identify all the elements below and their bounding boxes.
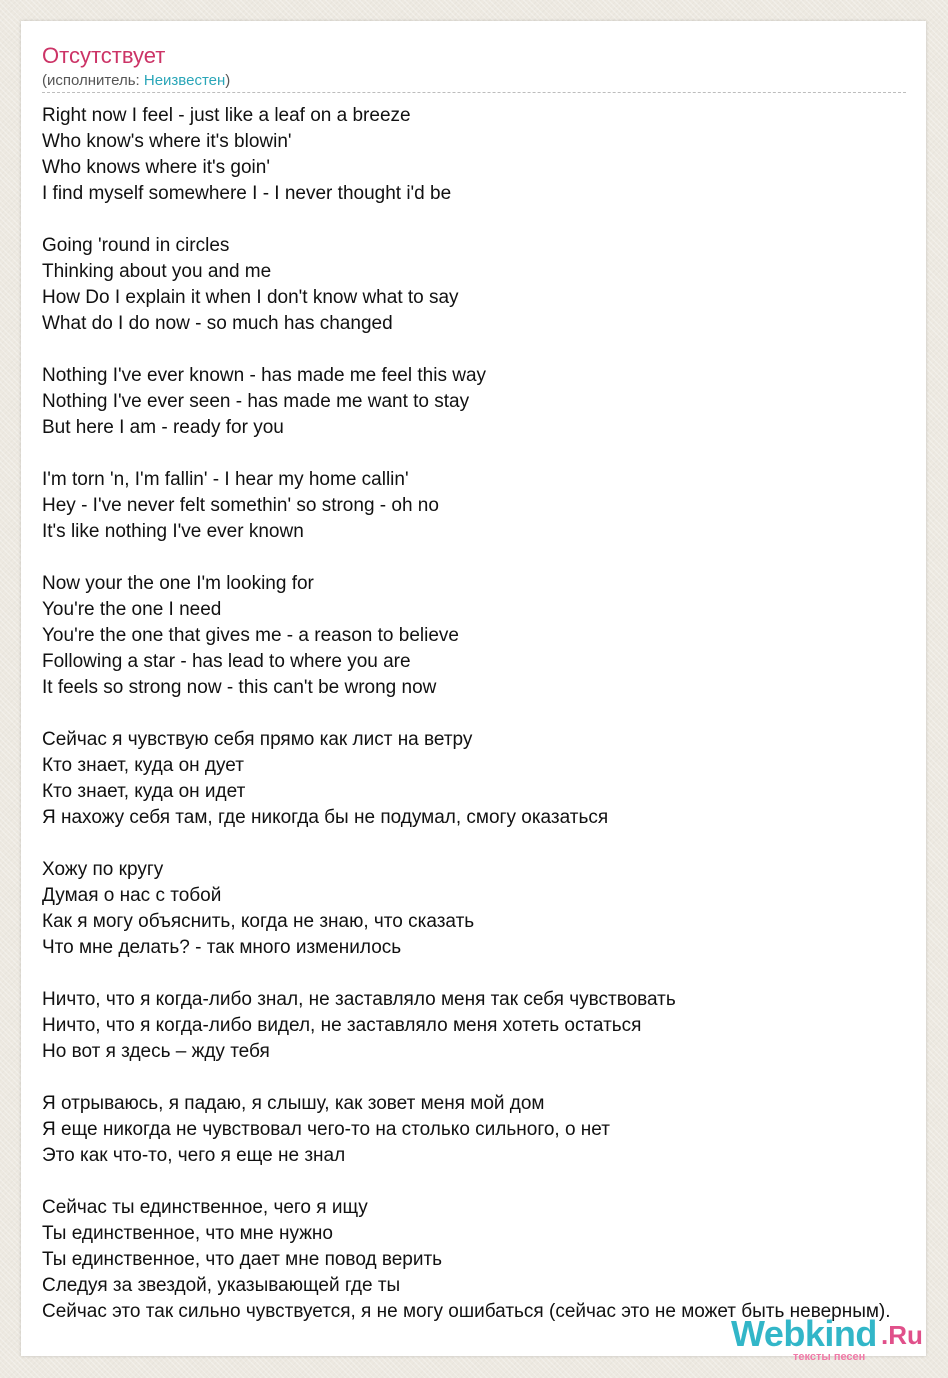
artist-suffix: ) <box>225 72 231 89</box>
lyric-line: Now your the one I'm looking for <box>42 573 314 594</box>
lyric-line: Я нахожу себя там, где никогда бы не подумал, смогу оказаться <box>42 807 609 828</box>
lyric-line: Ты единственное, что мне нужно <box>42 1223 333 1244</box>
lyric-line: Who know's where it's blowin' <box>42 131 292 152</box>
lyric-line: What do I do now - so much has changed <box>42 313 393 334</box>
lyric-line: Хожу по кругу <box>42 859 164 880</box>
lyric-line: Thinking about you and me <box>42 261 272 282</box>
lyric-line: Following a star - has lead to where you are <box>42 651 411 672</box>
lyric-line: Сейчас я чувствую себя прямо как лист на ветру <box>42 729 473 750</box>
lyric-line: It's like nothing I've ever known <box>42 521 304 542</box>
lyric-line: Как я могу объяснить, когда не знаю, что сказать <box>42 911 475 932</box>
song-title: Отсутствует <box>42 43 166 68</box>
lyric-line: Я еще никогда не чувствовал чего-то на столько сильного, о нет <box>42 1119 610 1140</box>
stanza-break <box>42 961 948 987</box>
stanza-break <box>42 831 948 857</box>
lyric-line: Следуя за звездой, указывающей где ты <box>42 1275 401 1296</box>
lyric-line: Who knows where it's goin' <box>42 157 270 178</box>
header-divider <box>42 92 906 93</box>
lyric-line: Это как что-то, чего я еще не знал <box>42 1145 346 1166</box>
lyric-line: It feels so strong now - this can't be wrong now <box>42 677 437 698</box>
lyrics-text <box>42 103 948 1325</box>
lyric-line: Сейчас ты единственное, чего я ищу <box>42 1197 368 1218</box>
stanza-break <box>42 441 948 467</box>
lyric-line: I'm torn 'n, I'm fallin' - I hear my home callin' <box>42 469 409 490</box>
lyric-line: Going 'round in circles <box>42 235 230 256</box>
stanza-break <box>42 701 948 727</box>
lyric-line: You're the one that gives me - a reason to believe <box>42 625 459 646</box>
lyric-line: But here I am - ready for you <box>42 417 284 438</box>
stanza-break <box>42 545 948 571</box>
logo-brand: Webkind <box>731 1313 877 1354</box>
artist-link[interactable]: Неизвестен <box>143 72 226 89</box>
lyric-line: Я отрываюсь, я падаю, я слышу, как зовет меня мой дом <box>42 1093 545 1114</box>
lyric-line: Nothing I've ever seen - has made me want to stay <box>42 391 470 412</box>
lyrics-sheet <box>21 21 926 1363</box>
lyric-line: Ничто, что я когда-либо видел, не заставляло меня хотеть остаться <box>42 1015 642 1036</box>
lyric-line: How Do I explain it when I don't know what to say <box>42 287 459 308</box>
stanza-break <box>42 207 948 233</box>
lyric-line: Кто знает, куда он дует <box>42 755 244 776</box>
logo-tld: .Ru <box>881 1320 923 1350</box>
stanza-break <box>42 1169 948 1195</box>
logo-tagline: тексты песен <box>793 1351 866 1363</box>
artist-line <box>42 72 230 90</box>
lyric-line: Nothing I've ever known - has made me feel this way <box>42 365 487 386</box>
lyric-line: You're the one I need <box>42 599 222 620</box>
lyric-line: Hey - I've never felt somethin' so strong - oh no <box>42 495 439 516</box>
lyric-line: Кто знает, куда он идет <box>42 781 246 802</box>
lyric-line: Ты единственное, что дает мне повод верить <box>42 1249 443 1270</box>
stanza-break <box>42 337 948 363</box>
lyric-line: Думая о нас с тобой <box>42 885 222 906</box>
stanza-break <box>42 1065 948 1091</box>
lyric-line: Сейчас это так сильно чувствуется, я не могу ошибаться (сейчас это не может быть неверным). <box>42 1301 891 1322</box>
lyric-line: Но вот я здесь – жду тебя <box>42 1041 270 1062</box>
lyric-line: Ничто, что я когда-либо знал, не заставляло меня так себя чувствовать <box>42 989 676 1010</box>
artist-prefix: (исполнитель: <box>42 72 144 89</box>
lyric-line: Что мне делать? - так много изменилось <box>42 937 402 958</box>
lyric-line: Right now I feel - just like a leaf on a breeze <box>42 105 411 126</box>
lyric-line: I find myself somewhere I - I never thought i'd be <box>42 183 452 204</box>
